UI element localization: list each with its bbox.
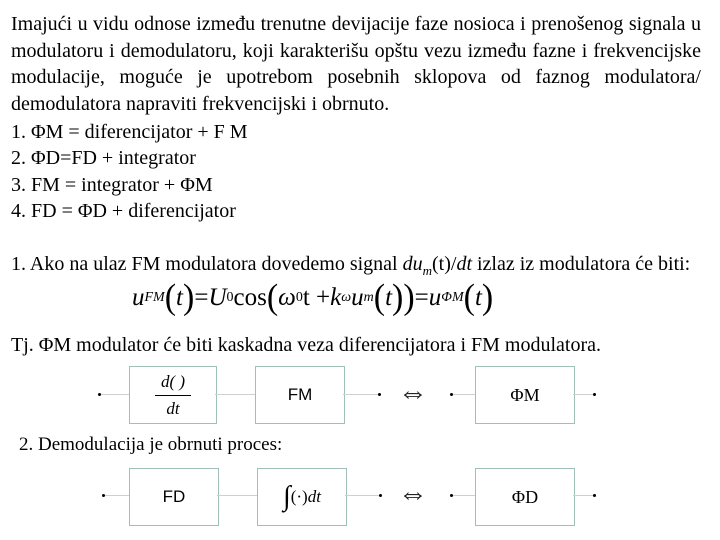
paren-open-4: ( <box>463 278 475 317</box>
formula-U: U <box>208 284 227 311</box>
connector <box>343 394 379 395</box>
connector <box>215 394 255 395</box>
output-node <box>379 494 382 497</box>
intro-paragraph: Imajući u vidu odnose između trenutne devijacije faze nosioca i prenošenog signala u modulatoru i demodulatoru, koji karakterišu opštu vezu između fazne i frekvencijske modulacije, moguće je upotrebom posebnih sklopova od faznog modulatora/ demodulatora napraviti frekvencijski i obrnuto. <box>11 13 701 115</box>
formula-omega: ω <box>278 284 296 311</box>
equivalence-arrow-icon: ⇔ <box>398 477 428 510</box>
formula-phim-sub: ΦM <box>441 290 464 305</box>
formula-t: t <box>176 284 183 311</box>
formula-equals-2: = <box>414 284 429 311</box>
formula-equals-1: = <box>194 284 209 311</box>
formula-um-sub: m <box>363 290 374 305</box>
formula-plus: t + <box>302 284 331 311</box>
t-symbol: (t)/ <box>432 253 457 275</box>
formula-t-3: t <box>474 284 482 311</box>
cascade-text: Tj. ΦM modulator će biti kaskadna veza diferencijatora i FM modulatora. <box>11 334 601 356</box>
list-item-2: 2. ΦD=FD + integrator <box>11 147 196 169</box>
connector <box>573 495 593 496</box>
connector <box>573 394 593 395</box>
connector <box>453 495 475 496</box>
formula-U-sub: 0 <box>226 290 234 305</box>
formula-um: u <box>351 284 364 311</box>
formula-cos: cos <box>233 284 267 311</box>
output-node <box>593 393 596 396</box>
integral-sign: ∫ <box>283 481 291 512</box>
formula-fm-sub: FM <box>144 290 165 305</box>
paren-open-3: ( <box>373 278 386 317</box>
list-item-4: 4. FD = ΦD + diferencijator <box>11 200 236 222</box>
connector <box>101 394 129 395</box>
phid-block <box>475 468 575 526</box>
connector <box>345 495 379 496</box>
list-item-1: 1. ΦM = diferencijator + F M <box>11 121 248 143</box>
output-node <box>378 393 381 396</box>
paren-close: ) <box>183 278 195 317</box>
formula-k-sub: ω <box>341 290 352 305</box>
diff-denominator: dt <box>166 398 180 418</box>
phid-label: ΦD <box>511 486 539 507</box>
differentiator-block <box>129 366 217 424</box>
du-symbol: du <box>402 253 423 275</box>
fm-label: FM <box>287 385 313 404</box>
paren-open-2: ( <box>266 278 279 317</box>
diff-numerator: d( ) <box>160 371 186 391</box>
fraction-bar <box>155 395 191 396</box>
connector <box>453 394 475 395</box>
phim-label: ΦM <box>510 384 540 405</box>
paren-close-4: ) <box>481 278 494 317</box>
point1-prefix: 1. Ako na ulaz FM modulatora dovedemo signal <box>11 253 403 275</box>
connector <box>105 495 129 496</box>
point1-suffix: izlaz iz modulatora će biti: <box>472 253 691 275</box>
phim-block <box>475 366 575 424</box>
fd-block <box>129 468 219 526</box>
paren-open: ( <box>164 278 177 317</box>
paren-close-3: ) <box>392 278 404 317</box>
dt-symbol: dt <box>456 253 472 275</box>
output-node <box>593 494 596 497</box>
paren-close-2: ) <box>403 278 415 317</box>
connector <box>217 495 257 496</box>
list-item-3: 3. FM = integrator + ΦM <box>11 174 213 196</box>
fd-label: FD <box>162 487 186 506</box>
formula-t-2: t <box>385 284 393 311</box>
integral-dt: dt <box>307 487 321 506</box>
formula-omega-sub: 0 <box>295 290 303 305</box>
m-subscript: m <box>422 263 432 278</box>
fm-output-formula <box>132 276 493 320</box>
formula-k: k <box>330 284 342 311</box>
differentiator-fraction <box>155 372 191 419</box>
formula-u: u <box>132 284 145 311</box>
integrator-block <box>257 468 347 526</box>
equivalence-arrow-icon: ⇔ <box>398 376 428 409</box>
fm-block <box>255 366 345 424</box>
demodulation-text: 2. Demodulacija je obrnuti proces: <box>19 434 283 455</box>
formula-u2: u <box>428 284 442 311</box>
integral-body: (·) <box>290 487 308 506</box>
